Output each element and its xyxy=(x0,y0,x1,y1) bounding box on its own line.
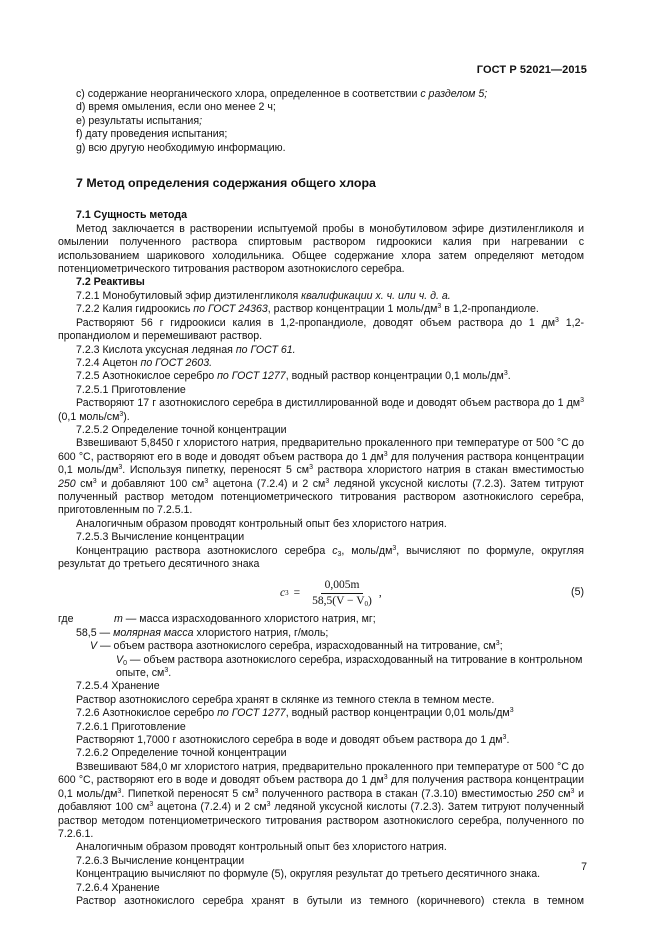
paragraph-7-2-1: 7.2.1 Монобутиловый эфир диэтиленгликоля квалификации х. ч. или ч. д. а. xyxy=(76,289,451,302)
document-number: ГОСТ Р 52021—2015 xyxy=(476,64,587,76)
list-item-c: c) содержание неорганического хлора, определенное в соответствии с разделом 5; xyxy=(76,88,488,100)
heading-7-2-5-1: 7.2.5.1 Приготовление xyxy=(76,383,186,396)
heading-7-2-6-3: 7.2.6.3 Вычисление концентрации xyxy=(76,854,245,867)
heading-7-2-5-2: 7.2.5.2 Определение точной концентрации xyxy=(76,423,287,436)
subsection-7-2-heading: 7.2 Реактивы xyxy=(76,276,145,289)
where-58-5: 58,5 — молярная масса хлористого натрия, г/моль; xyxy=(76,626,329,639)
heading-7-2-6-2: 7.2.6.2 Определение точной концентрации xyxy=(76,747,287,760)
subsection-7-1-heading: 7.1 Сущность метода xyxy=(76,209,188,222)
paragraph-7-2-6-3: Концентрацию вычисляют по формуле (5), округляя результат до третьего десятичного знака. xyxy=(76,868,541,881)
heading-7-2-6-1: 7.2.6.1 Приготовление xyxy=(76,720,186,733)
formula-comma: , xyxy=(378,586,382,599)
paragraph-7-2-2-preparation: Растворяют 56 г гидроокиси калия в 1,2-пропандиоле, доводят объем раствора до 1 $дм^3$ 1,2-пропандиолом и перемешивают раствор. xyxy=(58,316,585,343)
paragraph-7-2-5: 7.2.5 Азотнокислое серебро по ГОСТ 1277, водный раствор концентрации 0,1 моль/$дм^3$. xyxy=(76,370,511,383)
heading-7-2-6-4: 7.2.6.4 Хранение xyxy=(76,881,160,894)
paragraph-7-2-5-2: Взвешивают 5,8450 г хлористого натрия, предварительно прокаленного при температуре от 500 °С до 600 °С, растворяют его в воде и доводят объем раствора до 1 $дм^3$ для получения раствора концентрации 0,1 моль/$дм^3$. Используя пипетку, переносят 5 $см^3$ раствора хлористого натрия в стакан вместимостью 250 $см^3$ и добавляют 100 $см^3$ ацетона (7.2.4) и 2 $см^3$ ледяной уксусной кислоты (7.2.3). Затем титруют полученный раствор методом потенциометрического титрования раствором азотнокислого серебра, приготовленным по 7.2.5.1. xyxy=(58,437,584,517)
where-V: V — объем раствора азотнокислого серебра, израсходованный на титрование, $см^3$; xyxy=(90,640,503,653)
section-7-heading: 7 Метод определения содержания общего хлора xyxy=(76,176,376,191)
paragraph-7-2-3: 7.2.3 Кислота уксусная ледяная по ГОСТ 61. xyxy=(76,343,296,356)
formula-equals: = xyxy=(293,586,301,599)
paragraph-7-2-6-2-control: Аналогичным образом проводят контрольный опыт без хлористого натрия. xyxy=(76,841,447,854)
formula-fraction xyxy=(308,579,376,609)
paragraph-7-2-6-4: Раствор азотнокислого серебра хранят в бутыли из темного (коричневого) стекла в темном xyxy=(76,894,584,907)
list-item-g: g) всю другую необходимую информацию. xyxy=(76,141,286,154)
paragraph-7-2-6-1: Растворяют 1,7000 г азотнокислого серебра в воде и доводят объем раствора до 1 $дм^3$. xyxy=(76,734,510,747)
heading-7-2-5-4: 7.2.5.4 Хранение xyxy=(76,680,160,693)
formula-denominator: $58,5(V - V_0)$ xyxy=(312,594,372,608)
where-m: где m — масса израсходованного хлористого натрия, мг; xyxy=(58,613,376,626)
page-content xyxy=(58,88,584,908)
paragraph-7-2-5-2-control: Аналогичным образом проводят контрольный опыт без хлористого натрия. xyxy=(76,517,447,530)
formula-5 xyxy=(58,575,584,611)
formula-expression: c 3 = $\frac{0,005m}{58,5(V - V_0)}$ , xyxy=(280,578,382,608)
paragraph-7-2-2: 7.2.2 Калия гидроокись по ГОСТ 24363, раствор концентрации 1 моль/$дм^3$ в 1,2-пропандиоле. xyxy=(76,303,539,316)
where-V0: $V_0$ — объем раствора азотнокислого серебра, израсходованный на титрование в контрольном опыте, $см^3$. xyxy=(116,653,583,680)
paragraph-7-2-6: 7.2.6 Азотнокислое серебро по ГОСТ 1277, водный раствор концентрации 0,01 моль/$дм^3$ xyxy=(76,707,514,720)
paragraph-7-2-4: 7.2.4 Ацетон по ГОСТ 2603. xyxy=(76,356,213,369)
list-item-f: f) дату проведения испытания; xyxy=(76,128,228,141)
paragraph-7-2-5-3: Концентрацию раствора азотнокислого серебра $c_3$, моль/$дм^3$, вычисляют по формуле, округляя результат до третьего десятичного знака xyxy=(58,544,585,570)
list-item-d: d) время омыления, если оно менее 2 ч; xyxy=(76,101,276,114)
formula-numerator: 0,005m xyxy=(321,579,364,594)
page-number: 7 xyxy=(581,860,587,873)
formula-lhs: c xyxy=(280,586,286,599)
list-item-e: e) результаты испытания; xyxy=(76,114,203,127)
heading-7-2-5-3: 7.2.5.3 Вычисление концентрации xyxy=(76,531,245,544)
paragraph-7-2-5-1: Растворяют 17 г азотнокислого серебра в дистиллированной воде и доводят объем раствора до 1 $дм^3$ (0,1 моль/$см^3$). xyxy=(58,397,584,423)
paragraph-7-2-6-2: Взвешивают 584,0 мг хлористого натрия, предварительно прокаленного при температуре от 500 °С до 600 °С, растворяют его в воде и доводят объем раствора до 1 $дм^3$ для получения раствора концентрации 0,1 моль/$дм^3$. Пипеткой переносят 5 $см^3$ полученного раствора в стакан (7.3.10) вместимостью 250 $см^3$ и добавляют 100 $см^3$ ацетона (7.2.4) и 2 $см^3$ ледяной уксусной кислоты (7.2.3). Затем титруют полученный раствор методом потенциометрического титрования раствором азотнокислого серебра, полученного по 7.2.6.1. xyxy=(58,760,584,840)
paragraph-7-1: Метод заключается в растворении испытуемой пробы в монобутиловом эфире диэтиленгликоля и омылении полученного раствора спиртовым раствором гидроокиси калия при нагревании с использованием шарикового холодильника. Общее содержание хлора затем определяют методом потенциометрического титрования раствором азотнокислого серебра. xyxy=(58,222,584,276)
paragraph-7-2-5-4: Раствор азотнокислого серебра хранят в склянке из темного стекла в темном месте. xyxy=(76,693,495,706)
formula-number: (5) xyxy=(571,586,584,599)
